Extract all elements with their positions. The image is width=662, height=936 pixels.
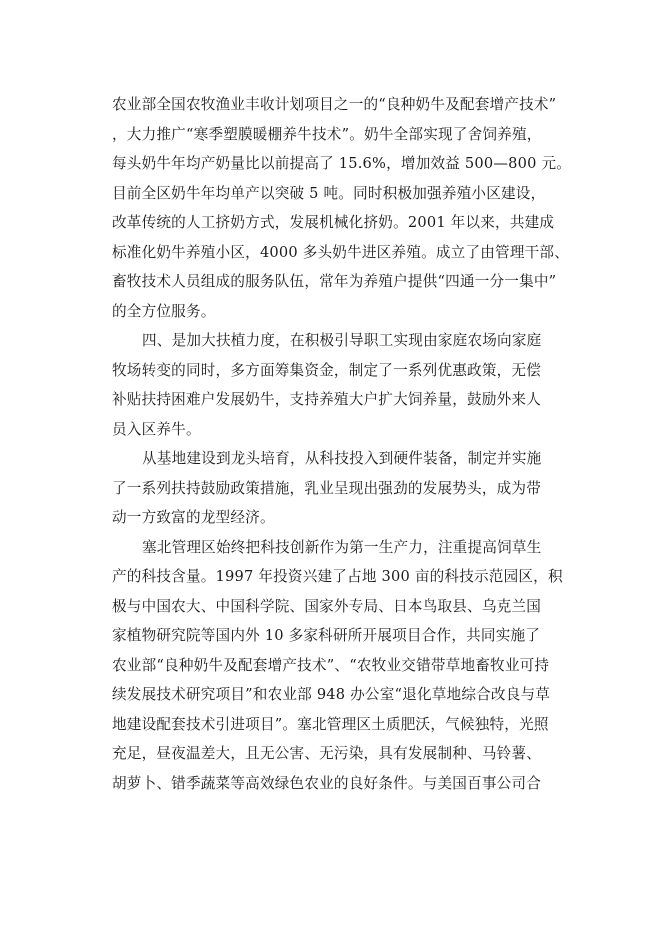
text-line: 每头奶牛年均产奶量比以前提高了 15.6%，增加效益 500—800 元。: [112, 155, 572, 172]
text-line: 的全方位服务。: [112, 302, 216, 320]
text-line: 补贴扶持困难户发展奶牛，支持养殖大户扩大饲养量，鼓励外来人: [112, 391, 542, 408]
body-text: [112, 90, 572, 798]
text-line: 充足，昼夜温差大，且无公害、无污染，具有发展制种、马铃薯、: [112, 745, 542, 762]
text-line: 农业部全国农牧渔业丰收计划项目之一的“良种奶牛及配套增产技术”: [112, 96, 557, 113]
text-line: 员入区养牛。: [112, 420, 201, 438]
text-line: 胡萝卜、错季蔬菜等高效绿色农业的良好条件。与美国百事公司合: [112, 774, 542, 792]
text-line: 农业部“良种奶牛及配套增产技术”、“农牧业交错带草地畜牧业可持: [112, 656, 550, 674]
text-line: 续发展技术研究项目”和农业部 948 办公室“退化草地综合改良与草: [112, 686, 551, 703]
text-line: 极与中国农大、中国科学院、国家外专局、日本鸟取县、乌克兰国: [112, 597, 542, 615]
text-line: 地建设配套技术引进项目”。塞北管理区土质肥沃，气候独特，光照: [112, 715, 549, 733]
text-line: 牧场转变的同时，多方面筹集资金，制定了一系列优惠政策，无偿: [112, 361, 542, 379]
text-line: 畜牧技术人员组成的服务队伍，常年为养殖户提供“四通一分一集中”: [112, 273, 557, 290]
text-line: 目前全区奶牛年均单产以突破 5 吨。同时积极加强养殖小区建设，: [112, 184, 546, 202]
paragraph-start-line: 从基地建设到龙头培育，从科技投入到硬件装备，制定并实施: [142, 450, 542, 467]
text-line: 标准化奶牛养殖小区，4000 多头奶牛进区养殖。成立了由管理干部、: [112, 243, 570, 261]
text-line: ，大力推广“寒季塑膜暖棚养牛技术”。奶牛全部实现了舍饲养殖，: [112, 125, 542, 143]
paragraph-start-line: 四、是加大扶植力度，在积极引导职工实现由家庭农场向家庭: [142, 332, 542, 349]
text-line: 产的科技含量。1997 年投资兴建了占地 300 亩的科技示范园区，积: [112, 568, 563, 585]
text-line: 改革传统的人工挤奶方式，发展机械化挤奶。2001 年以来，共建成: [112, 214, 555, 231]
text-line: 家植物研究院等国内外 10 多家科研所开展项目合作，共同实施了: [112, 627, 541, 644]
paragraph-start-line: 塞北管理区始终把科技创新作为第一生产力，注重提高饲草生: [142, 538, 542, 556]
text-line: 了一系列扶持鼓励政策措施，乳业呈现出强劲的发展势头，成为带: [112, 479, 542, 497]
text-line: 动一方致富的龙型经济。: [112, 509, 275, 526]
